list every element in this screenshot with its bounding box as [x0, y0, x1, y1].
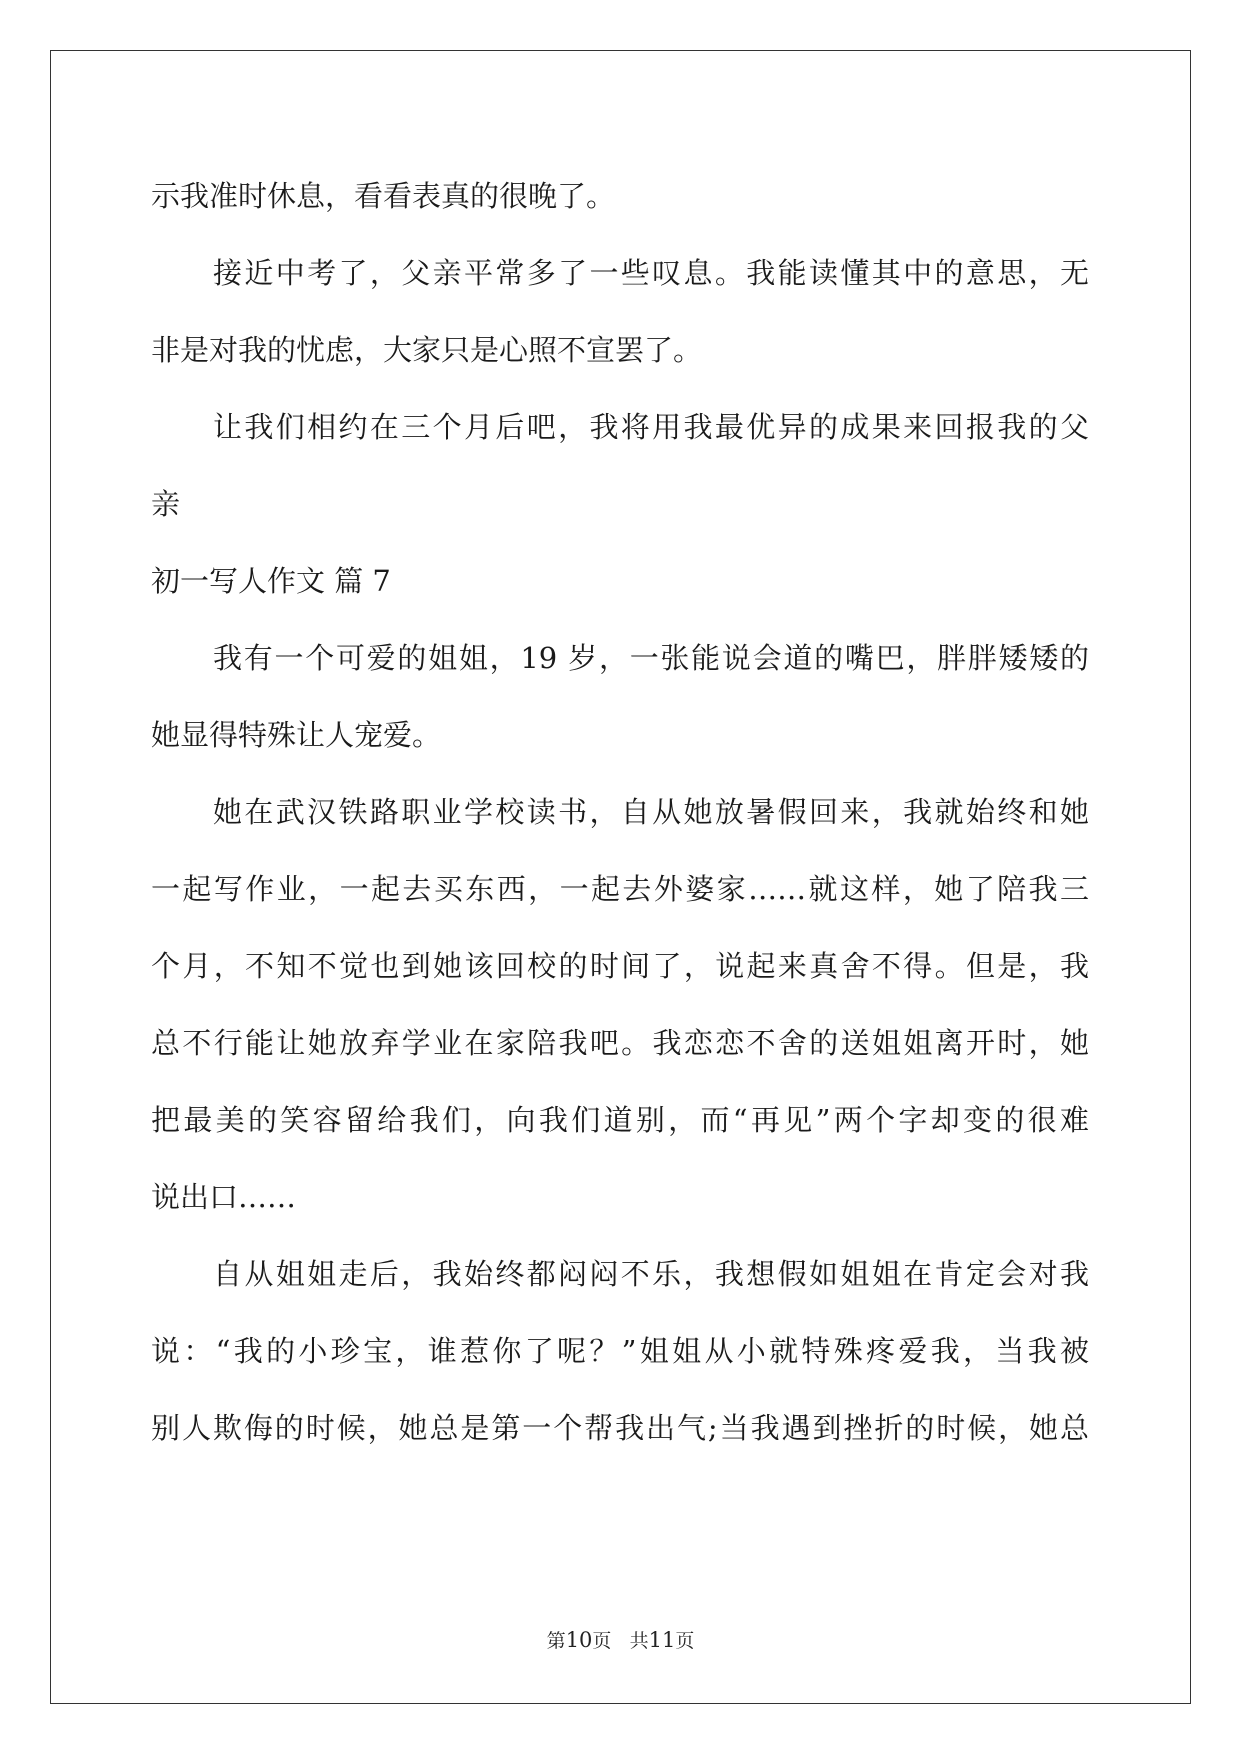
- text-line: 别人欺侮的时候，她总是第一个帮我出气;当我遇到挫折的时候，她总: [151, 1411, 1089, 1445]
- text-line: 说：“我的小珍宝，谁惹你了呢？”姐姐从小就特殊疼爱我，当我被: [151, 1334, 1089, 1368]
- total-prefix: 共: [629, 1630, 649, 1652]
- text-line: 非是对我的忧虑，大家只是心照不宣罢了。: [151, 333, 703, 367]
- text-line: 总不行能让她放弃学业在家陪我吧。我恋恋不舍的送姐姐离开时，她: [151, 1026, 1089, 1060]
- text-line: 一起写作业，一起去买东西，一起去外婆家……就这样，她了陪我三: [151, 872, 1089, 906]
- text-line: 把最美的笑容留给我们，向我们道别，而“再见”两个字却变的很难: [151, 1103, 1089, 1137]
- text-line: 说出口……: [151, 1180, 297, 1214]
- paragraph-start-line: 让我们相约在三个月后吧，我将用我最优异的成果来回报我的父: [213, 410, 1089, 444]
- paragraph-start-line: 接近中考了，父亲平常多了一些叹息。我能读懂其中的意思，无: [213, 256, 1089, 290]
- page-suffix: 页: [592, 1630, 612, 1652]
- text-line: 示我准时休息，看看表真的很晚了。: [151, 179, 616, 213]
- total-suffix: 页: [675, 1630, 695, 1652]
- page-prefix: 第: [546, 1630, 566, 1652]
- section-heading: 初一写人作文 篇 7: [151, 564, 391, 598]
- text-line: 亲: [151, 487, 181, 521]
- paragraph-start-line: 我有一个可爱的姐姐，19 岁，一张能说会道的嘴巴，胖胖矮矮的: [213, 641, 1089, 675]
- text-line: 个月，不知不觉也到她该回校的时间了，说起来真舍不得。但是，我: [151, 949, 1089, 983]
- paragraph-start-line: 自从姐姐走后，我始终都闷闷不乐，我想假如姐姐在肯定会对我: [213, 1257, 1089, 1291]
- text-line: 她显得特殊让人宠爱。: [151, 718, 442, 752]
- paragraph-start-line: 她在武汉铁路职业学校读书，自从她放暑假回来，我就始终和她: [213, 795, 1089, 829]
- page-number: 10: [565, 1628, 593, 1652]
- document-body: [151, 158, 1089, 1467]
- total-pages: 11: [648, 1628, 676, 1652]
- page-footer: [0, 1626, 1241, 1653]
